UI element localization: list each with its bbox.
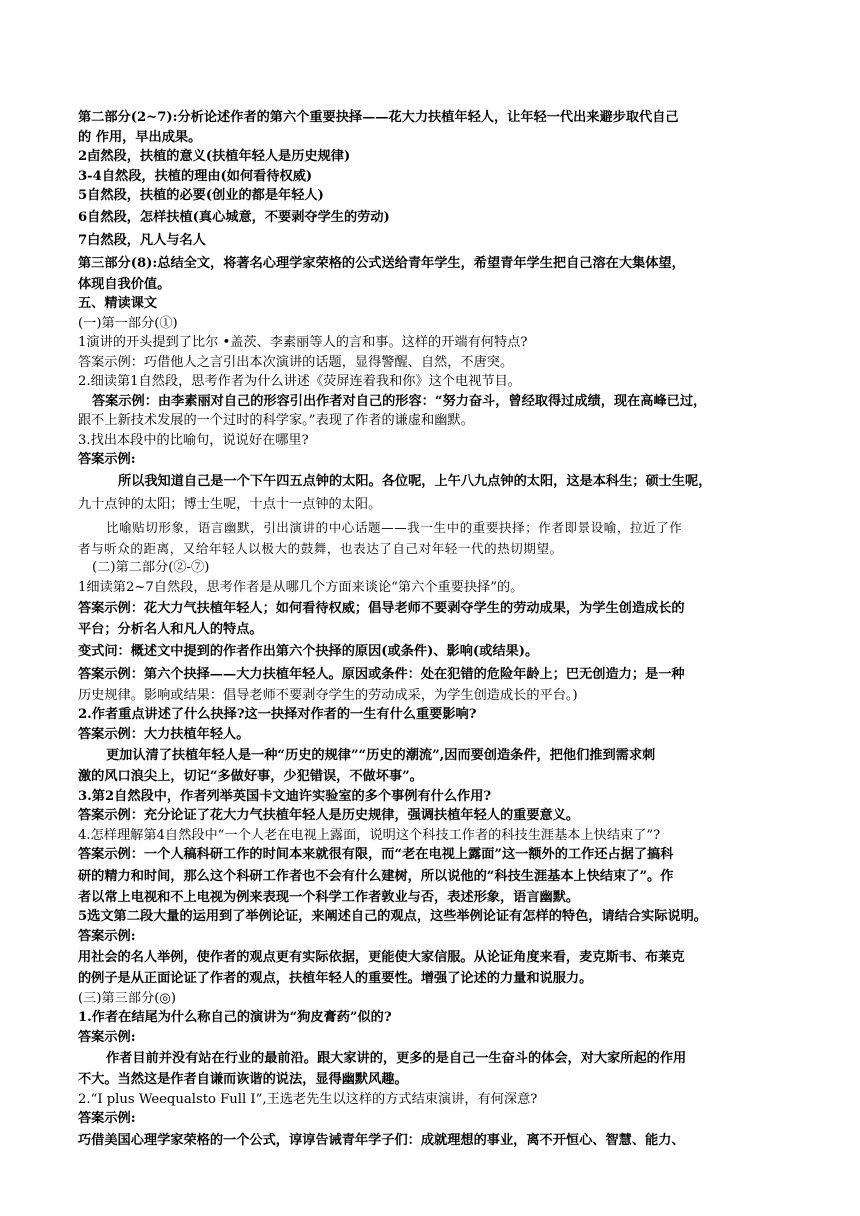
text-line: 5自然段，扶植的必要(创业的都是年轻人) xyxy=(78,188,324,203)
text-line: (二)第二部分(②-⑦) xyxy=(92,560,210,575)
text-line: 答案示例：由李素丽对自己的形容引出作者对自己的形容：“努力奋斗，曾经取得过成绩，现在高峰已过， xyxy=(92,393,707,409)
text-line: (三)第三部分(◎) xyxy=(78,990,177,1006)
text-line: 比喻贴切形象，语言幽默，引出演讲的中心话题——我一生中的重要抉择；作者即景设喻，拉近了作 xyxy=(106,519,683,535)
text-line: 2.作者重点讲述了什么抉择?这一抉择对作者的一生有什么重要影响? xyxy=(78,707,477,722)
text-line: 五、精读课文 xyxy=(78,296,158,311)
text-line: 不大。当然这是作者自谦而诙谐的说法，显得幽默风趣。 xyxy=(78,1072,408,1087)
text-line: (一)第一部分(①) xyxy=(78,315,178,331)
text-line: 巧借美国心理学家荣格的一个公式，谆谆告诫青年学子们：成就理想的事业，离不开恒心、智慧、能力、 xyxy=(78,1132,685,1148)
text-line: 答案示例：第六个抉择——大力扶植年轻人。原因或条件：处在犯错的危险年龄上；巴无创造力；是一种 xyxy=(78,666,685,682)
text-line: 答案示例：花大力气扶植年轻人；如何看待权威；倡导老师不要剥夺学生的劳动成果，为学生创造成长的 xyxy=(78,601,685,616)
text-line: 九十点钟的太阳；博士生呢，十点十一点钟的太阳。 xyxy=(78,496,382,512)
text-line: 答案示例：巧借他人之言引出本次演讲的话题，显得警醒、自然，不唐突。 xyxy=(78,354,514,370)
text-line: 所以我知道自己是一个下午四五点钟的太阳。各位呢，上午八九点钟的太阳，这是本科生；硕士生呢， xyxy=(118,473,712,489)
text-line: 答案示例：一个人稿科研工作的时间本来就很有限，而“老在电视上露面”这一额外的工作还占据了搞科 xyxy=(78,847,674,862)
text-line: 答案示例: xyxy=(78,452,136,467)
text-line: 7白然段，凡人与名人 xyxy=(78,232,206,248)
document-page xyxy=(78,108,778,1152)
text-line: 历史规律。影响或结果：倡导老师不要剥夺学生的劳动成采，为学生创造成长的平台。) xyxy=(78,687,578,703)
text-line: 者与听众的距离，又给年轻人以极大的鼓舞，也表达了自己对年轻一代的热切期望。 xyxy=(78,540,563,556)
text-line: 研的精力和时间，那么这个科研工作者也不会有什么建树，所以说他的“科技生涯基本上快结束了”。作 xyxy=(78,868,674,884)
text-line: 第三部分(8):总结全文，将著名心理学家荣格的公式送给青年学生，希望青年学生把自己溶在大集体望， xyxy=(78,255,685,271)
text-line: 2卣然段，扶植的意义(扶植年轻人是历史规律) xyxy=(78,149,351,164)
text-line: 答案示例：充分论证了花大力气扶植年轻人是历史规律，强调扶植年轻人的重要意义。 xyxy=(78,808,580,823)
text-line: 第二部分(2~7):分析论述作者的第六个重要抉择——花大力扶植年轻人，让年轻一代出来避步取代自己 xyxy=(78,110,679,125)
text-line: 1演讲的开头提到了比尔 •盖茨、李素丽等人的言和事。这样的开端有何特点? xyxy=(78,335,528,350)
text-line: 3.找出本段中的比喻句，说说好在哪里? xyxy=(78,432,309,448)
text-line: 答案示例：大力扶植年轻人。 xyxy=(78,726,250,742)
text-line: 作者目前并没有站在行业的最前沿。跟大家讲的，更多的是自己一生奋斗的体会，对大家所起的作用 xyxy=(106,1051,687,1066)
text-line: 3-4自然段，扶植的理由(如何看待权威) xyxy=(78,168,313,184)
text-line: 答案示例: xyxy=(78,928,136,944)
text-line: 1细读第2~7自然段，思考作者是从哪几个方面来谈论“第六个重要抉择”的。 xyxy=(78,579,524,595)
text-line: 答案示例: xyxy=(78,1029,136,1045)
text-line: 4.怎样理解第4自然段中“一个人老在电视上露面，说明这个科技工作者的科技生涯基本上快结束了”? xyxy=(78,827,661,843)
text-line: 2.“I plus Weequalsto Full I”,王选老先生以这样的方式结束演讲，有何深意? xyxy=(78,1091,538,1107)
text-line: 用社会的名人举例，使作者的观点更有实际依据，更能使大家信服。从论证角度来看，麦克斯韦、布莱克 xyxy=(78,950,685,965)
text-line: 3.第2自然段中，作者列举英国卡文迪许实验室的多个事例有什么作用? xyxy=(78,788,492,804)
text-line: 5选文第二段大量的运用到了举例论证，来阐述自己的观点，这些举例论证有怎样的特色，请结合实际说明。 xyxy=(78,909,707,924)
text-line: 1.作者在结尾为什么称自己的演讲为“狗皮膏药”似的? xyxy=(78,1010,392,1025)
text-line: 更加认清了扶植年轻人是一种“历史的规律”“历史的潮流”,因而要创造条件，把他们推到需求刺 xyxy=(106,748,656,763)
text-line: 激的风口浪尖上，切记“多做好事，少犯错误，不做坏事”。 xyxy=(78,769,423,784)
text-line: 跟不上新技术发展的一个过时的科学家。”表现了作者的谦虚和幽默。 xyxy=(78,413,474,428)
text-line: 6自然段，怎样扶植(真心城意，不要剥夺学生的劳动) xyxy=(78,209,390,225)
text-line: 的例子是从正面论证了作者的观点，扶植年轻人的重要性。增强了论述的力量和说服力。 xyxy=(78,971,593,986)
text-line: 的 作用，早出成果。 xyxy=(78,129,202,145)
text-line: 体现自我价值。 xyxy=(78,276,171,292)
text-line: 2.细读第1自然段，思考作者为什么讲述《荧屏连着我和你》这个电视节目。 xyxy=(78,374,521,389)
text-line: 平台；分析名人和凡人的特点。 xyxy=(78,622,263,637)
text-line: 变式问：概述文中提到的作者作出第六个抉择的原因(或条件)、影响(或结果)。 xyxy=(78,643,539,659)
text-line: 者以常上电视和不上电视为例来表现一个科学工作者敦业与否，表述形象，语言幽默。 xyxy=(78,889,580,905)
text-line: 答案示例: xyxy=(78,1111,136,1126)
